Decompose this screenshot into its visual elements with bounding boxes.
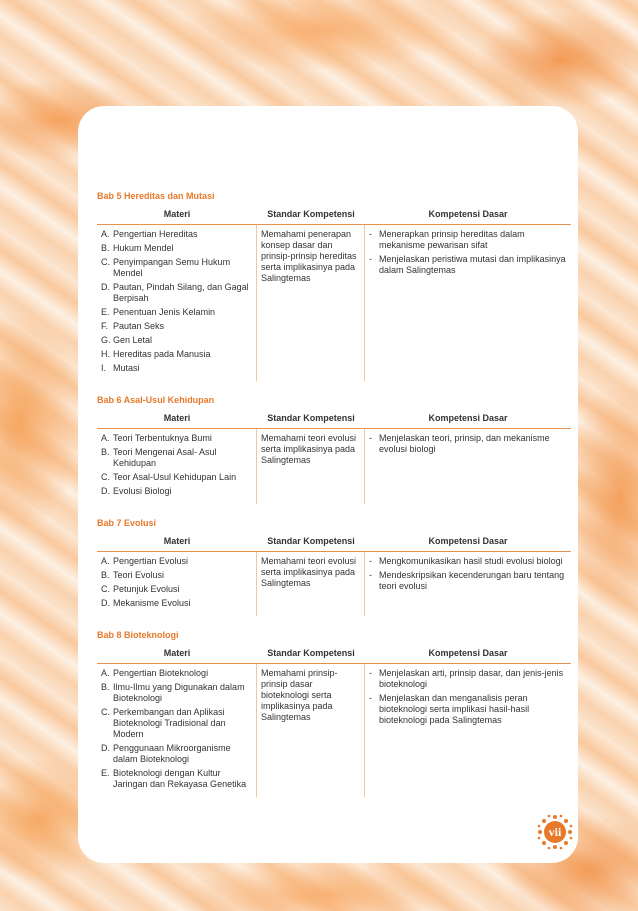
materi-item xyxy=(101,472,252,483)
dash-bullet-icon: - xyxy=(369,254,372,264)
materi-cell xyxy=(97,429,257,504)
materi-item xyxy=(101,556,252,567)
standar-kompetensi-cell: Memahami teori evolusi serta implikasinya pada Salingtemas xyxy=(257,429,365,504)
materi-item xyxy=(101,282,252,304)
kompetensi-item xyxy=(367,254,567,276)
kompetensi-item-text: Menjelaskan arti, prinsip dasar, dan jenis-jenis bioteknologi xyxy=(379,668,564,689)
materi-item-text: Hereditas pada Manusia xyxy=(113,349,211,359)
materi-item-text: Teori Mengenai Asal- Asul Kehidupan xyxy=(113,447,217,468)
kompetensi-item-text: Menjelaskan dan menganalisis peran bioteknologi serta implikasi hasil-hasil bioteknologi pada Salingtemas xyxy=(379,693,530,725)
materi-item xyxy=(101,447,252,469)
materi-item-letter: C. xyxy=(101,472,110,482)
section-spacer xyxy=(97,616,571,630)
standar-kompetensi-cell: Memahami prinsip-prinsip dasar bioteknologi serta implikasinya pada Salingtemas xyxy=(257,664,365,797)
materi-item xyxy=(101,335,252,346)
materi-cell xyxy=(97,664,257,797)
header-standar-kompetensi: Standar Kompetensi xyxy=(257,205,365,225)
materi-item-text: Teori Terbentuknya Bumi xyxy=(113,433,212,443)
materi-list xyxy=(101,229,252,374)
dash-bullet-icon: - xyxy=(369,433,372,443)
competency-table xyxy=(97,205,571,381)
section-spacer xyxy=(97,381,571,395)
header-materi: Materi xyxy=(97,532,257,552)
kompetensi-list xyxy=(367,556,567,592)
competency-table xyxy=(97,409,571,504)
materi-item xyxy=(101,433,252,444)
dash-bullet-icon: - xyxy=(369,693,372,703)
materi-item-text: Pengertian Bioteknologi xyxy=(113,668,209,678)
materi-item-text: Penentuan Jenis Kelamin xyxy=(113,307,216,317)
materi-item-letter: C. xyxy=(101,707,110,717)
materi-item-letter: F. xyxy=(101,321,109,331)
dash-bullet-icon: - xyxy=(369,229,372,239)
kompetensi-item-text: Mendeskripsikan kecenderungan baru tentang teori evolusi xyxy=(379,570,565,591)
materi-item-letter: A. xyxy=(101,433,110,443)
materi-item-text: Perkembangan dan Aplikasi Bioteknologi Tradisional dan Modern xyxy=(113,707,226,739)
kompetensi-list xyxy=(367,668,567,726)
kompetensi-dasar-cell xyxy=(365,429,571,504)
kompetensi-item xyxy=(367,668,567,690)
materi-item xyxy=(101,349,252,360)
kompetensi-dasar-cell xyxy=(365,552,571,616)
materi-item-text: Teori Evolusi xyxy=(113,570,165,580)
header-materi: Materi xyxy=(97,644,257,664)
materi-item-text: Gen Letal xyxy=(113,335,153,345)
materi-item-text: Penyimpangan Semu Hukum Mendel xyxy=(113,257,231,278)
materi-item-text: Petunjuk Evolusi xyxy=(113,584,180,594)
materi-item xyxy=(101,229,252,240)
kompetensi-item-text: Menjelaskan peristiwa mutasi dan implikasinya dalam Salingtemas xyxy=(379,254,566,275)
materi-item-letter: A. xyxy=(101,229,110,239)
materi-item-letter: I. xyxy=(101,363,107,373)
materi-item-letter: B. xyxy=(101,682,110,692)
section-title: Bab 8 Bioteknologi xyxy=(97,630,179,640)
section-title: Bab 5 Hereditas dan Mutasi xyxy=(97,191,215,201)
materi-item-text: Evolusi Biologi xyxy=(113,486,172,496)
standar-kompetensi-cell: Memahami penerapan konsep dasar dan prinsip-prinsip hereditas serta implikasinya pada Salingtemas xyxy=(257,225,365,381)
materi-item xyxy=(101,707,252,740)
section-title: Bab 6 Asal-Usul Kehidupan xyxy=(97,395,215,405)
materi-item xyxy=(101,486,252,497)
competency-table xyxy=(97,644,571,797)
materi-item xyxy=(101,307,252,318)
materi-item xyxy=(101,668,252,679)
competency-table xyxy=(97,532,571,616)
kompetensi-item-text: Menerapkan prinsip hereditas dalam mekanisme pewarisan sifat xyxy=(379,229,525,250)
materi-item-letter: A. xyxy=(101,668,110,678)
materi-item xyxy=(101,768,252,790)
standar-kompetensi-cell: Memahami teori evolusi serta implikasinya pada Salingtemas xyxy=(257,552,365,616)
materi-list xyxy=(101,556,252,609)
materi-item-text: Teor Asal-Usul Kehidupan Lain xyxy=(113,472,237,482)
materi-item-text: Mekanisme Evolusi xyxy=(113,598,191,608)
materi-item-letter: C. xyxy=(101,584,110,594)
materi-item-letter: D. xyxy=(101,486,110,496)
section-title: Bab 7 Evolusi xyxy=(97,518,157,528)
materi-item-text: Pengertian Evolusi xyxy=(113,556,189,566)
materi-item-letter: E. xyxy=(101,768,110,778)
materi-item-text: Bioteknologi dengan Kultur Jaringan dan Rekayasa Genetika xyxy=(113,768,247,789)
materi-item-letter: E. xyxy=(101,307,110,317)
materi-item xyxy=(101,598,252,609)
materi-item-text: Pautan Seks xyxy=(113,321,165,331)
dash-bullet-icon: - xyxy=(369,570,372,580)
materi-item-text: Pengertian Hereditas xyxy=(113,229,198,239)
header-materi: Materi xyxy=(97,409,257,429)
header-standar-kompetensi: Standar Kompetensi xyxy=(257,532,365,552)
section-spacer xyxy=(97,504,571,518)
materi-item-text: Hukum Mendel xyxy=(113,243,174,253)
kompetensi-item xyxy=(367,433,567,455)
header-kompetensi-dasar: Kompetensi Dasar xyxy=(365,532,571,552)
kompetensi-dasar-cell xyxy=(365,225,571,381)
kompetensi-dasar-cell xyxy=(365,664,571,797)
header-kompetensi-dasar: Kompetensi Dasar xyxy=(365,644,571,664)
materi-item-letter: B. xyxy=(101,570,110,580)
materi-item-text: Mutasi xyxy=(113,363,140,373)
materi-item xyxy=(101,321,252,332)
materi-item-letter: B. xyxy=(101,447,110,457)
materi-item-letter: A. xyxy=(101,556,110,566)
materi-item xyxy=(101,243,252,254)
header-materi: Materi xyxy=(97,205,257,225)
materi-item xyxy=(101,570,252,581)
materi-item-letter: G. xyxy=(101,335,111,345)
kompetensi-list xyxy=(367,229,567,276)
kompetensi-item-text: Mengkomunikasikan hasil studi evolusi biologi xyxy=(379,556,563,566)
header-standar-kompetensi: Standar Kompetensi xyxy=(257,644,365,664)
page-number: vii xyxy=(548,825,562,839)
materi-item xyxy=(101,682,252,704)
kompetensi-item-text: Menjelaskan teori, prinsip, dan mekanisme evolusi biologi xyxy=(379,433,550,454)
materi-item-letter: D. xyxy=(101,598,110,608)
materi-item-letter: D. xyxy=(101,743,110,753)
kompetensi-list xyxy=(367,433,567,455)
kompetensi-item xyxy=(367,570,567,592)
page-number-badge xyxy=(535,812,575,852)
header-standar-kompetensi: Standar Kompetensi xyxy=(257,409,365,429)
materi-item xyxy=(101,257,252,279)
kompetensi-item xyxy=(367,693,567,726)
kompetensi-item xyxy=(367,556,567,567)
dash-bullet-icon: - xyxy=(369,556,372,566)
header-kompetensi-dasar: Kompetensi Dasar xyxy=(365,205,571,225)
materi-item-letter: D. xyxy=(101,282,110,292)
kompetensi-item xyxy=(367,229,567,251)
materi-item-text: Penggunaan Mikroorganisme dalam Bioteknologi xyxy=(113,743,231,764)
materi-item xyxy=(101,584,252,595)
materi-cell xyxy=(97,552,257,616)
materi-item xyxy=(101,743,252,765)
materi-item-letter: H. xyxy=(101,349,110,359)
materi-item-letter: C. xyxy=(101,257,110,267)
materi-item-text: Ilmu-Ilmu yang Digunakan dalam Bioteknologi xyxy=(113,682,245,703)
curriculum-tables xyxy=(97,191,571,797)
materi-list xyxy=(101,668,252,790)
header-kompetensi-dasar: Kompetensi Dasar xyxy=(365,409,571,429)
materi-cell xyxy=(97,225,257,381)
materi-item-letter: B. xyxy=(101,243,110,253)
materi-item-text: Pautan, Pindah Silang, dan Gagal Berpisah xyxy=(113,282,249,303)
materi-list xyxy=(101,433,252,497)
materi-item xyxy=(101,363,252,374)
dash-bullet-icon: - xyxy=(369,668,372,678)
